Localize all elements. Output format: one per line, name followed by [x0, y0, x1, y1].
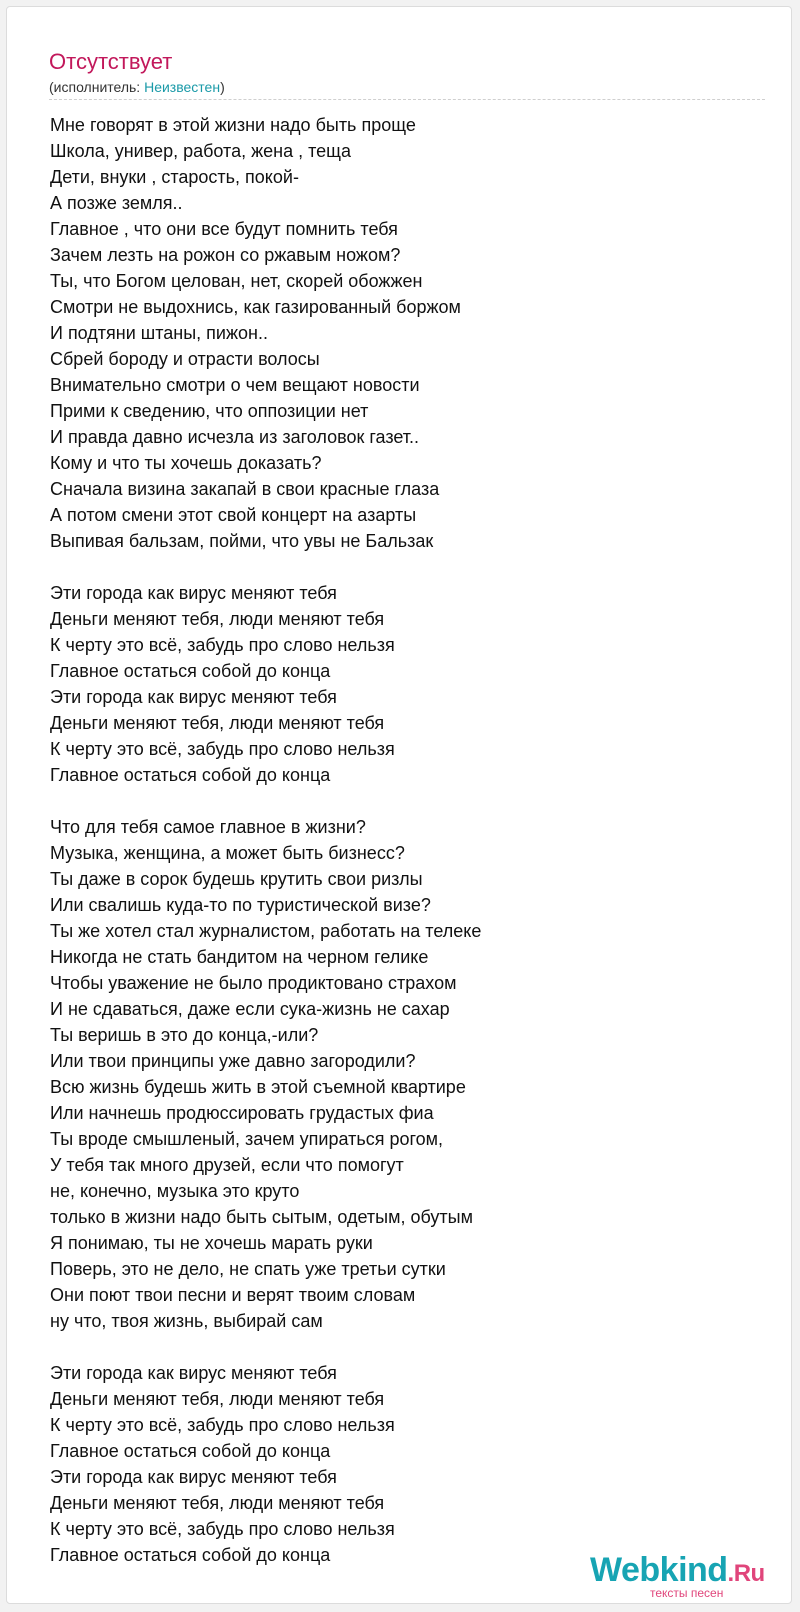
lyrics-body [50, 112, 750, 1594]
lyric-line: Эти города как вирус меняют тебя [50, 1467, 337, 1487]
lyric-line: Сбрей бороду и отрасти волосы [50, 349, 320, 369]
title-divider [49, 99, 765, 100]
lyric-line: Главное остаться собой до конца [50, 1545, 331, 1565]
lyric-line: Смотри не выдохнись, как газированный боржом [50, 297, 461, 317]
lyric-line: Кому и что ты хочешь доказать? [50, 453, 322, 473]
lyric-line: Они поют твои песни и верят твоим словам [50, 1285, 416, 1305]
lyric-line: Ты, что Богом целован, нет, скорей обожжен [50, 271, 423, 291]
lyric-line: Ты же хотел стал журналистом, работать на телеке [50, 921, 482, 941]
lyric-line: Главное остаться собой до конца [50, 1441, 331, 1461]
webkind-logo [590, 1550, 790, 1606]
lyric-line: К черту это всё, забудь про слово нельзя [50, 739, 395, 759]
lyric-stanza [50, 580, 750, 788]
lyric-line: И подтяни штаны, пижон.. [50, 323, 268, 343]
lyric-line: Сначала визина закапай в свои красные глаза [50, 479, 440, 499]
lyric-line: Выпивая бальзам, пойми, что увы не Бальзак [50, 531, 434, 551]
lyric-line: А потом смени этот свой концерт на азарты [50, 505, 417, 525]
logo-brand: Webkind [590, 1551, 728, 1589]
lyric-line: Дети, внуки , старость, покой- [50, 167, 299, 187]
lyrics-card [6, 6, 792, 1604]
lyric-line: Никогда не стать бандитом на черном гелике [50, 947, 429, 967]
lyric-stanza [50, 112, 750, 554]
lyric-line: Или начнешь продюссировать грудастых фиа [50, 1103, 434, 1123]
lyric-line: И правда давно исчезла из заголовок газет.. [50, 427, 420, 447]
lyric-line: Эти города как вирус меняют тебя [50, 1363, 337, 1383]
lyric-line: Деньги меняют тебя, люди меняют тебя [50, 713, 385, 733]
lyric-line: Ты даже в сорок будешь крутить свои ризлы [50, 869, 423, 889]
lyric-line: Ты веришь в это до конца,-или? [50, 1025, 319, 1045]
lyric-line: Эти города как вирус меняют тебя [50, 687, 337, 707]
logo-domain: .Ru [727, 1560, 765, 1587]
lyric-line: Деньги меняют тебя, люди меняют тебя [50, 1389, 385, 1409]
lyric-line: Поверь, это не дело, не спать уже третьи сутки [50, 1259, 446, 1279]
song-title: Отсутствует [49, 49, 173, 74]
lyric-line: Музыка, женщина, а может быть бизнесс? [50, 843, 405, 863]
lyric-line: Эти города как вирус меняют тебя [50, 583, 337, 603]
lyric-line: не, конечно, музыка это круто [50, 1181, 300, 1201]
lyric-line: ну что, твоя жизнь, выбирай сам [50, 1311, 323, 1331]
artist-suffix: ) [220, 79, 225, 95]
lyric-line: К черту это всё, забудь про слово нельзя [50, 635, 395, 655]
lyric-line: Что для тебя самое главное в жизни? [50, 817, 366, 837]
lyric-line: Или свалишь куда-то по туристической визе? [50, 895, 431, 915]
lyric-line: Ты вроде смышленый, зачем упираться рогом, [50, 1129, 444, 1149]
artist-prefix: (исполнитель: [49, 79, 145, 95]
lyric-line: только в жизни надо быть сытым, одетым, обутым [50, 1207, 473, 1227]
lyric-line: Школа, универ, работа, жена , теща [50, 141, 351, 161]
lyric-line: И не сдаваться, даже если сука-жизнь не сахар [50, 999, 450, 1019]
lyric-stanza [50, 1360, 750, 1568]
lyric-line: Прими к сведению, что оппозиции нет [50, 401, 369, 421]
lyric-line: Чтобы уважение не было продиктовано страхом [50, 973, 457, 993]
lyric-line: Мне говорят в этой жизни надо быть проще [50, 115, 416, 135]
lyric-line: Деньги меняют тебя, люди меняют тебя [50, 609, 385, 629]
lyric-line: У тебя так много друзей, если что помогут [50, 1155, 404, 1175]
logo-tagline: тексты песен [650, 1586, 724, 1600]
lyric-line: А позже земля.. [50, 193, 183, 213]
lyric-line: Зачем лезть на рожон со ржавым ножом? [50, 245, 401, 265]
lyric-line: Внимательно смотри о чем вещают новости [50, 375, 420, 395]
lyric-line: Главное , что они все будут помнить тебя [50, 219, 398, 239]
lyric-stanza [50, 814, 750, 1334]
lyric-line: Всю жизнь будешь жить в этой съемной квартире [50, 1077, 466, 1097]
lyric-line: Главное остаться собой до конца [50, 661, 331, 681]
lyric-line: К черту это всё, забудь про слово нельзя [50, 1415, 395, 1435]
lyric-line: Или твои принципы уже давно загородили? [50, 1051, 416, 1071]
lyric-line: Главное остаться собой до конца [50, 765, 331, 785]
lyric-line: К черту это всё, забудь про слово нельзя [50, 1519, 395, 1539]
lyric-line: Деньги меняют тебя, люди меняют тебя [50, 1493, 385, 1513]
artist-link[interactable]: Неизвестен [144, 79, 221, 95]
lyric-line: Я понимаю, ты не хочешь марать руки [50, 1233, 373, 1253]
artist-line [49, 78, 225, 96]
